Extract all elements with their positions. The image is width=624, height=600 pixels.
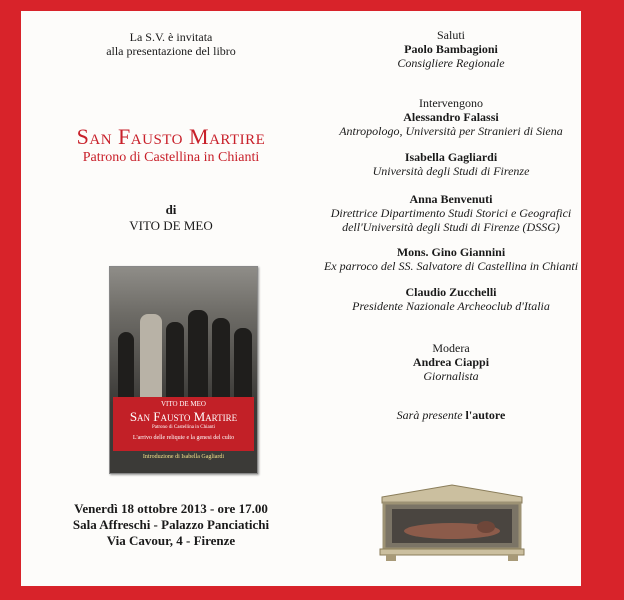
event-details xyxy=(21,501,321,549)
invitation-card xyxy=(21,11,581,586)
speaker-role-line-2: dell'Università degli Studi di Firenze (DSSG) xyxy=(342,220,560,234)
speaker-block-5 xyxy=(321,285,581,313)
event-address: Via Cavour, 4 - Firenze xyxy=(106,533,236,548)
speaker-block-1 xyxy=(321,96,581,138)
speaker-name: Claudio Zucchelli xyxy=(405,285,497,299)
book-author: VITO DE MEO xyxy=(129,218,213,233)
cover-title: San Fausto Martire xyxy=(129,409,238,424)
moderator-block xyxy=(321,341,581,383)
speaker-role: Presidente Nazionale Archeoclub d'Italia xyxy=(352,299,550,313)
greetings-role: Consigliere Regionale xyxy=(397,56,505,70)
moderator-role: Giornalista xyxy=(423,369,479,383)
book-title: San Fausto Martire xyxy=(76,124,266,149)
left-column xyxy=(21,11,321,586)
invitation-line-2: alla presentazione del libro xyxy=(106,44,236,58)
speaker-name: Anna Benvenuti xyxy=(409,192,493,206)
reliquary-image xyxy=(376,483,528,561)
greetings-heading: Saluti xyxy=(436,28,465,42)
book-subtitle: Patrono di Castellina in Chianti xyxy=(82,150,260,165)
speaker-name: Alessandro Falassi xyxy=(403,110,499,124)
book-author-block xyxy=(21,202,321,234)
author-note-suffix: l'autore xyxy=(465,408,506,422)
cover-tagline: L'arrivo delle reliquie e la genesi del culto xyxy=(132,435,235,441)
invitation-text xyxy=(21,30,321,58)
invitation-line-1: La S.V. è invitata xyxy=(129,30,213,44)
cover-subtitle: Patrono di Castellina in Chianti xyxy=(151,425,216,430)
greetings-block xyxy=(321,28,581,70)
greetings-name: Paolo Bambagioni xyxy=(404,42,498,56)
by-label: di xyxy=(165,202,177,217)
speaker-role: Antropologo, Università per Stranieri di Siena xyxy=(339,124,563,138)
speaker-block-3 xyxy=(321,192,581,234)
author-note-prefix: Sarà presente xyxy=(396,408,463,422)
cover-intro: Introduzione di Isabella Gagliardi xyxy=(142,454,225,460)
author-present-note xyxy=(321,408,581,422)
event-date: Venerdì 18 ottobre 2013 - ore 17.00 xyxy=(74,501,268,516)
cover-photo xyxy=(110,267,257,402)
speaker-block-2 xyxy=(321,150,581,178)
speaker-block-4 xyxy=(321,245,581,273)
event-venue: Sala Affreschi - Palazzo Panciatichi xyxy=(72,517,270,532)
moderator-name: Andrea Ciappi xyxy=(412,355,490,369)
cover-title-band xyxy=(113,397,254,451)
book-cover-image xyxy=(109,266,258,474)
speaker-role: Direttrice Dipartimento Studi Storici e Geografici xyxy=(330,206,572,220)
speaker-role: Università degli Studi di Firenze xyxy=(372,164,530,178)
speaker-name: Mons. Gino Giannini xyxy=(396,245,506,259)
speakers-heading: Intervengono xyxy=(419,96,483,110)
moderator-heading: Modera xyxy=(432,341,470,355)
cover-author: VITO DE MEO xyxy=(161,400,206,408)
speaker-role: Ex parroco del SS. Salvatore di Castellina in Chianti xyxy=(323,259,579,273)
speaker-name: Isabella Gagliardi xyxy=(404,150,498,164)
